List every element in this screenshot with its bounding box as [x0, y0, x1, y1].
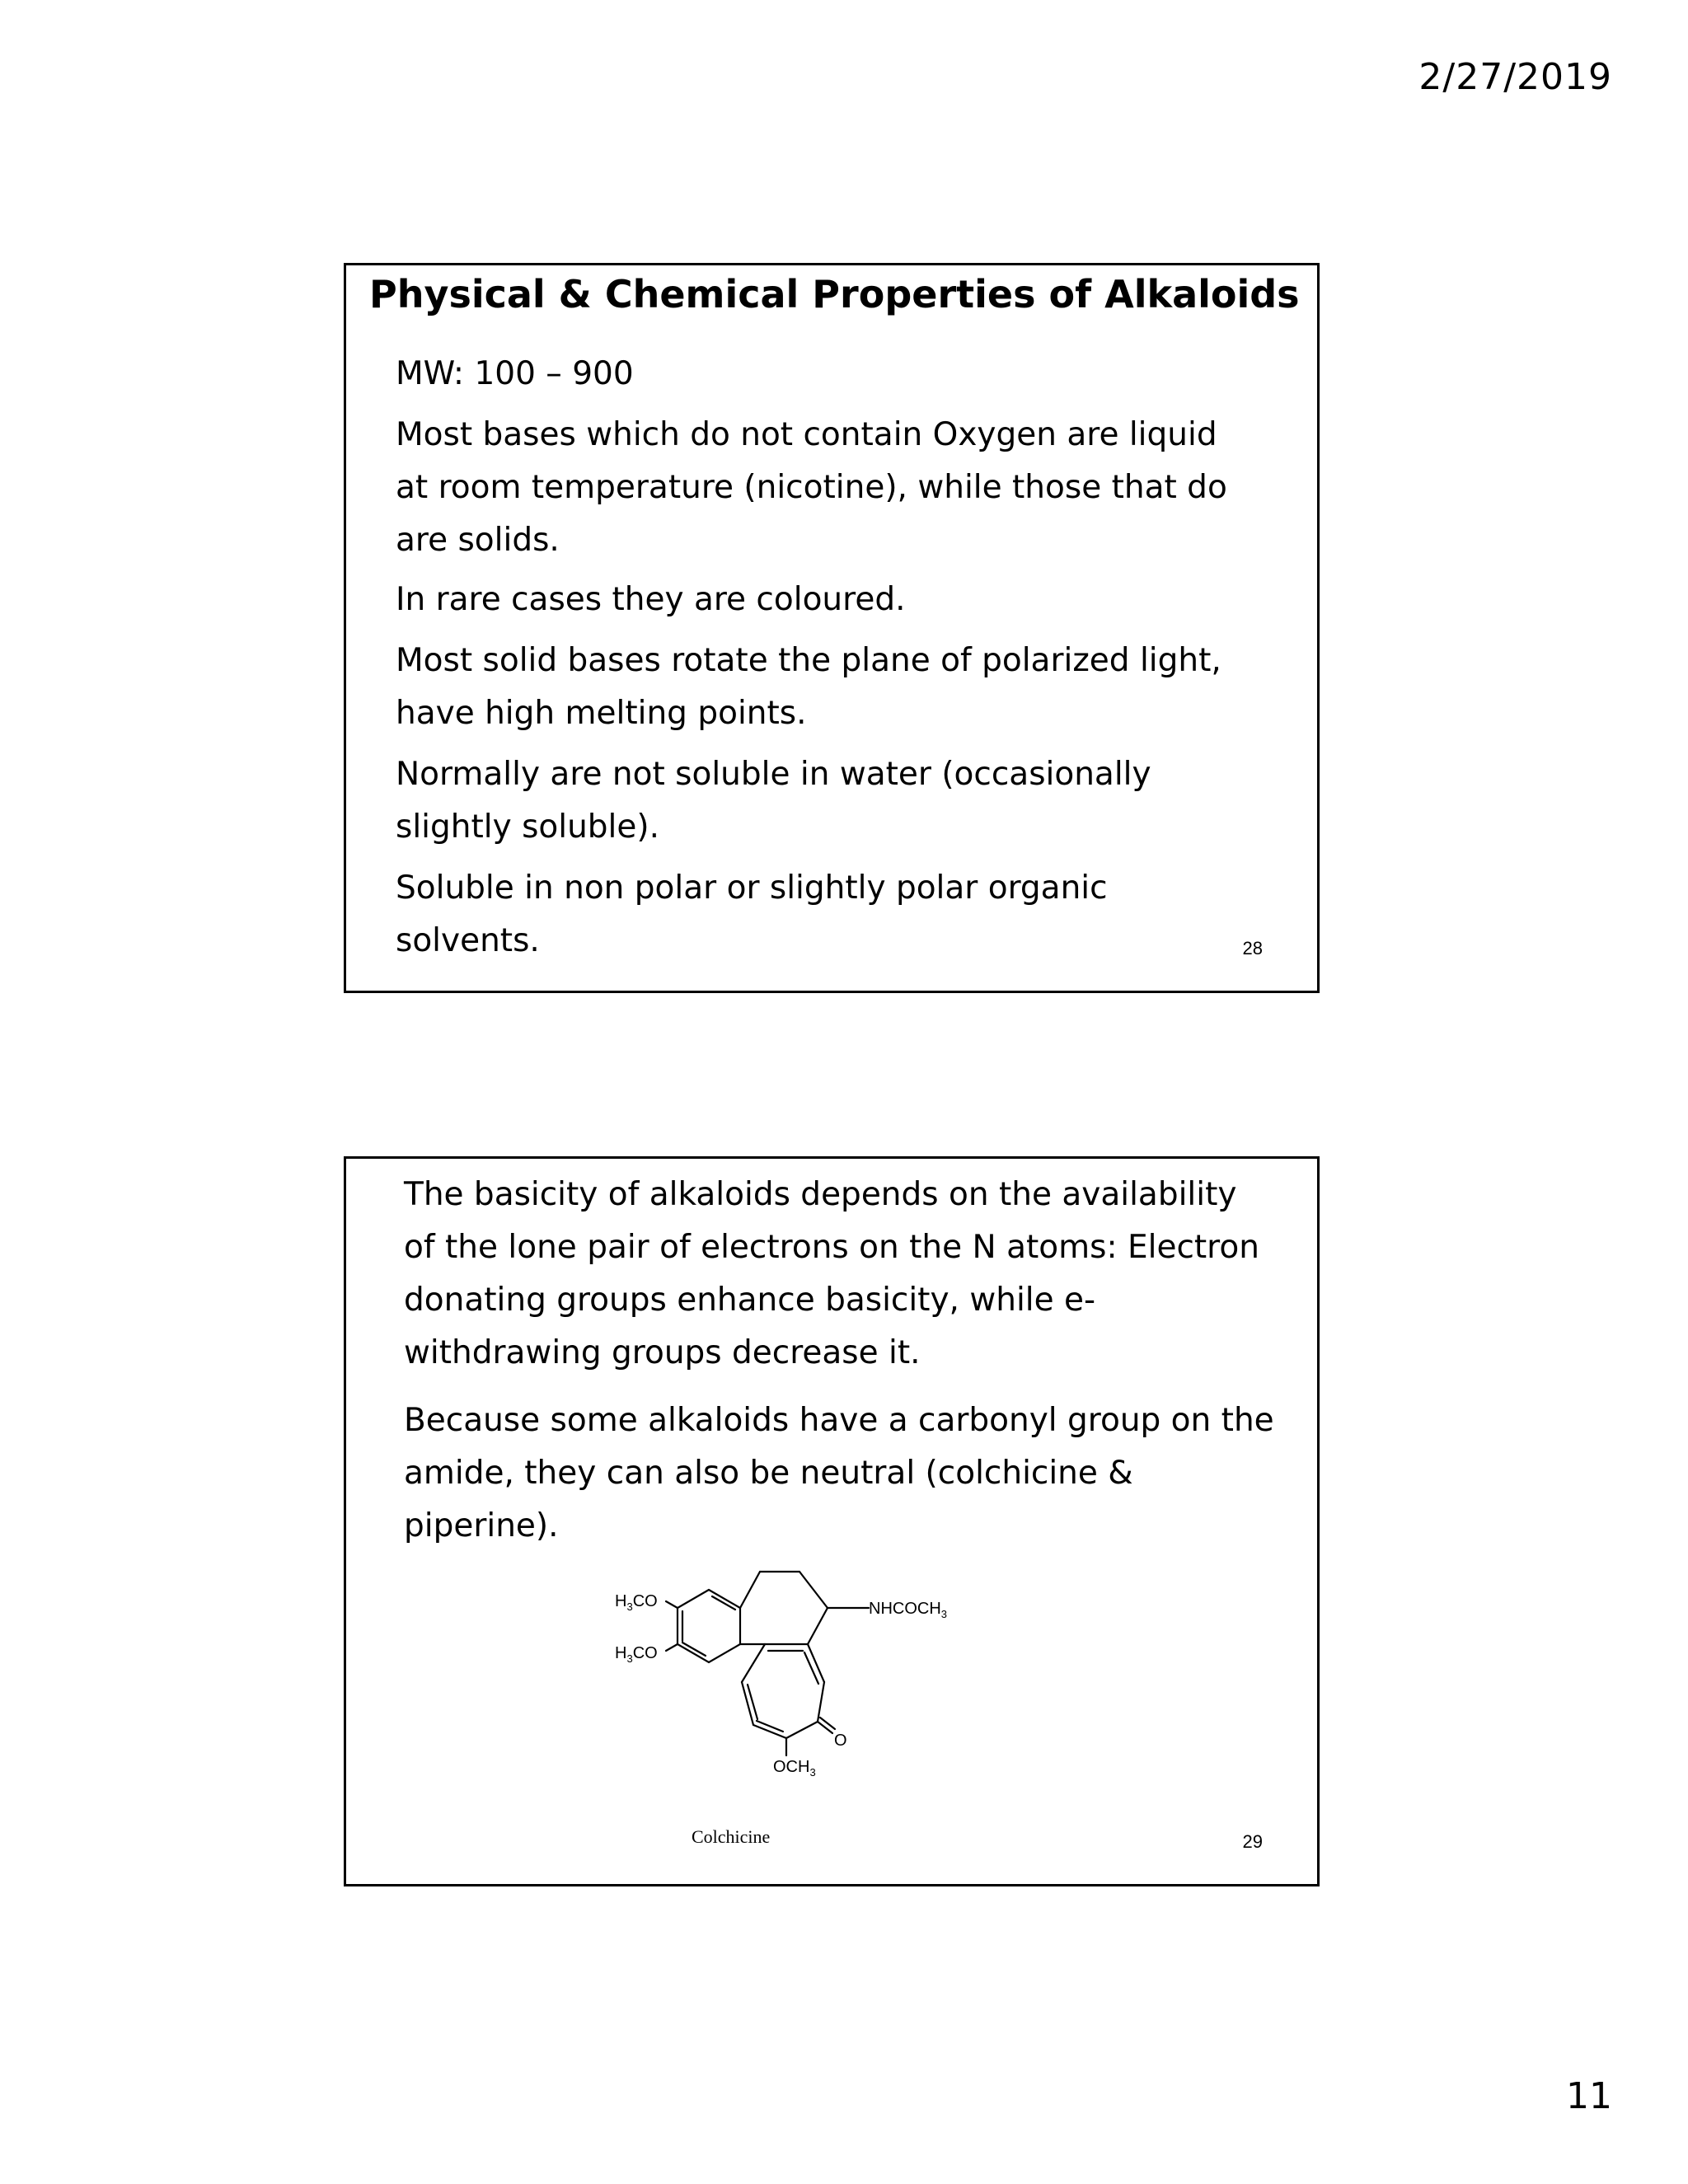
h3co-top-label: $H_3CO$	[615, 1592, 658, 1613]
paragraph-mw: MW: 100 – 900	[396, 355, 634, 392]
page-date: 2/27/2019	[1418, 56, 1612, 98]
carbonyl-o-label: O	[834, 1732, 847, 1750]
paragraph-water-solubility: Normally are not soluble in water (occasionally slightly soluble).	[396, 756, 1151, 846]
structure-caption: Colchicine	[692, 1826, 771, 1847]
slide-number: 29	[1242, 1831, 1263, 1852]
paragraph-neutral-alkaloids: Because some alkaloids have a carbonyl group on the amide, they can also be neutral (colchicine & piperine).	[404, 1402, 1274, 1544]
och3-label: $OCH_3$	[773, 1758, 816, 1779]
slide-29	[344, 1156, 1320, 1886]
page-number: 11	[1566, 2075, 1612, 2117]
h3co-bottom-label: $H_3CO$	[615, 1644, 658, 1665]
paragraph-polarized-light: Most solid bases rotate the plane of polarized light, have high melting points.	[396, 642, 1221, 732]
slide-number: 28	[1242, 938, 1263, 958]
slide-title: Physical & Chemical Properties of Alkaloids	[369, 272, 1300, 316]
paragraph-coloured: In rare cases they are coloured.	[396, 581, 906, 618]
paragraph-organic-solvents: Soluble in non polar or slightly polar organic solvents.	[396, 869, 1108, 959]
paragraph-oxygen-bases: Most bases which do not contain Oxygen are liquid at room temperature (nicotine), while those that do are solids.	[396, 416, 1227, 559]
paragraph-basicity: The basicity of alkaloids depends on the availability of the lone pair of electrons on the N atoms: Electron donating groups enhance basicity, while e-withdrawing groups decrease it.	[404, 1176, 1259, 1371]
nhcoch3-label: $NHCOCH_3$	[869, 1600, 948, 1620]
slide-28	[344, 263, 1320, 993]
colchicine-structure	[585, 1563, 1014, 1826]
